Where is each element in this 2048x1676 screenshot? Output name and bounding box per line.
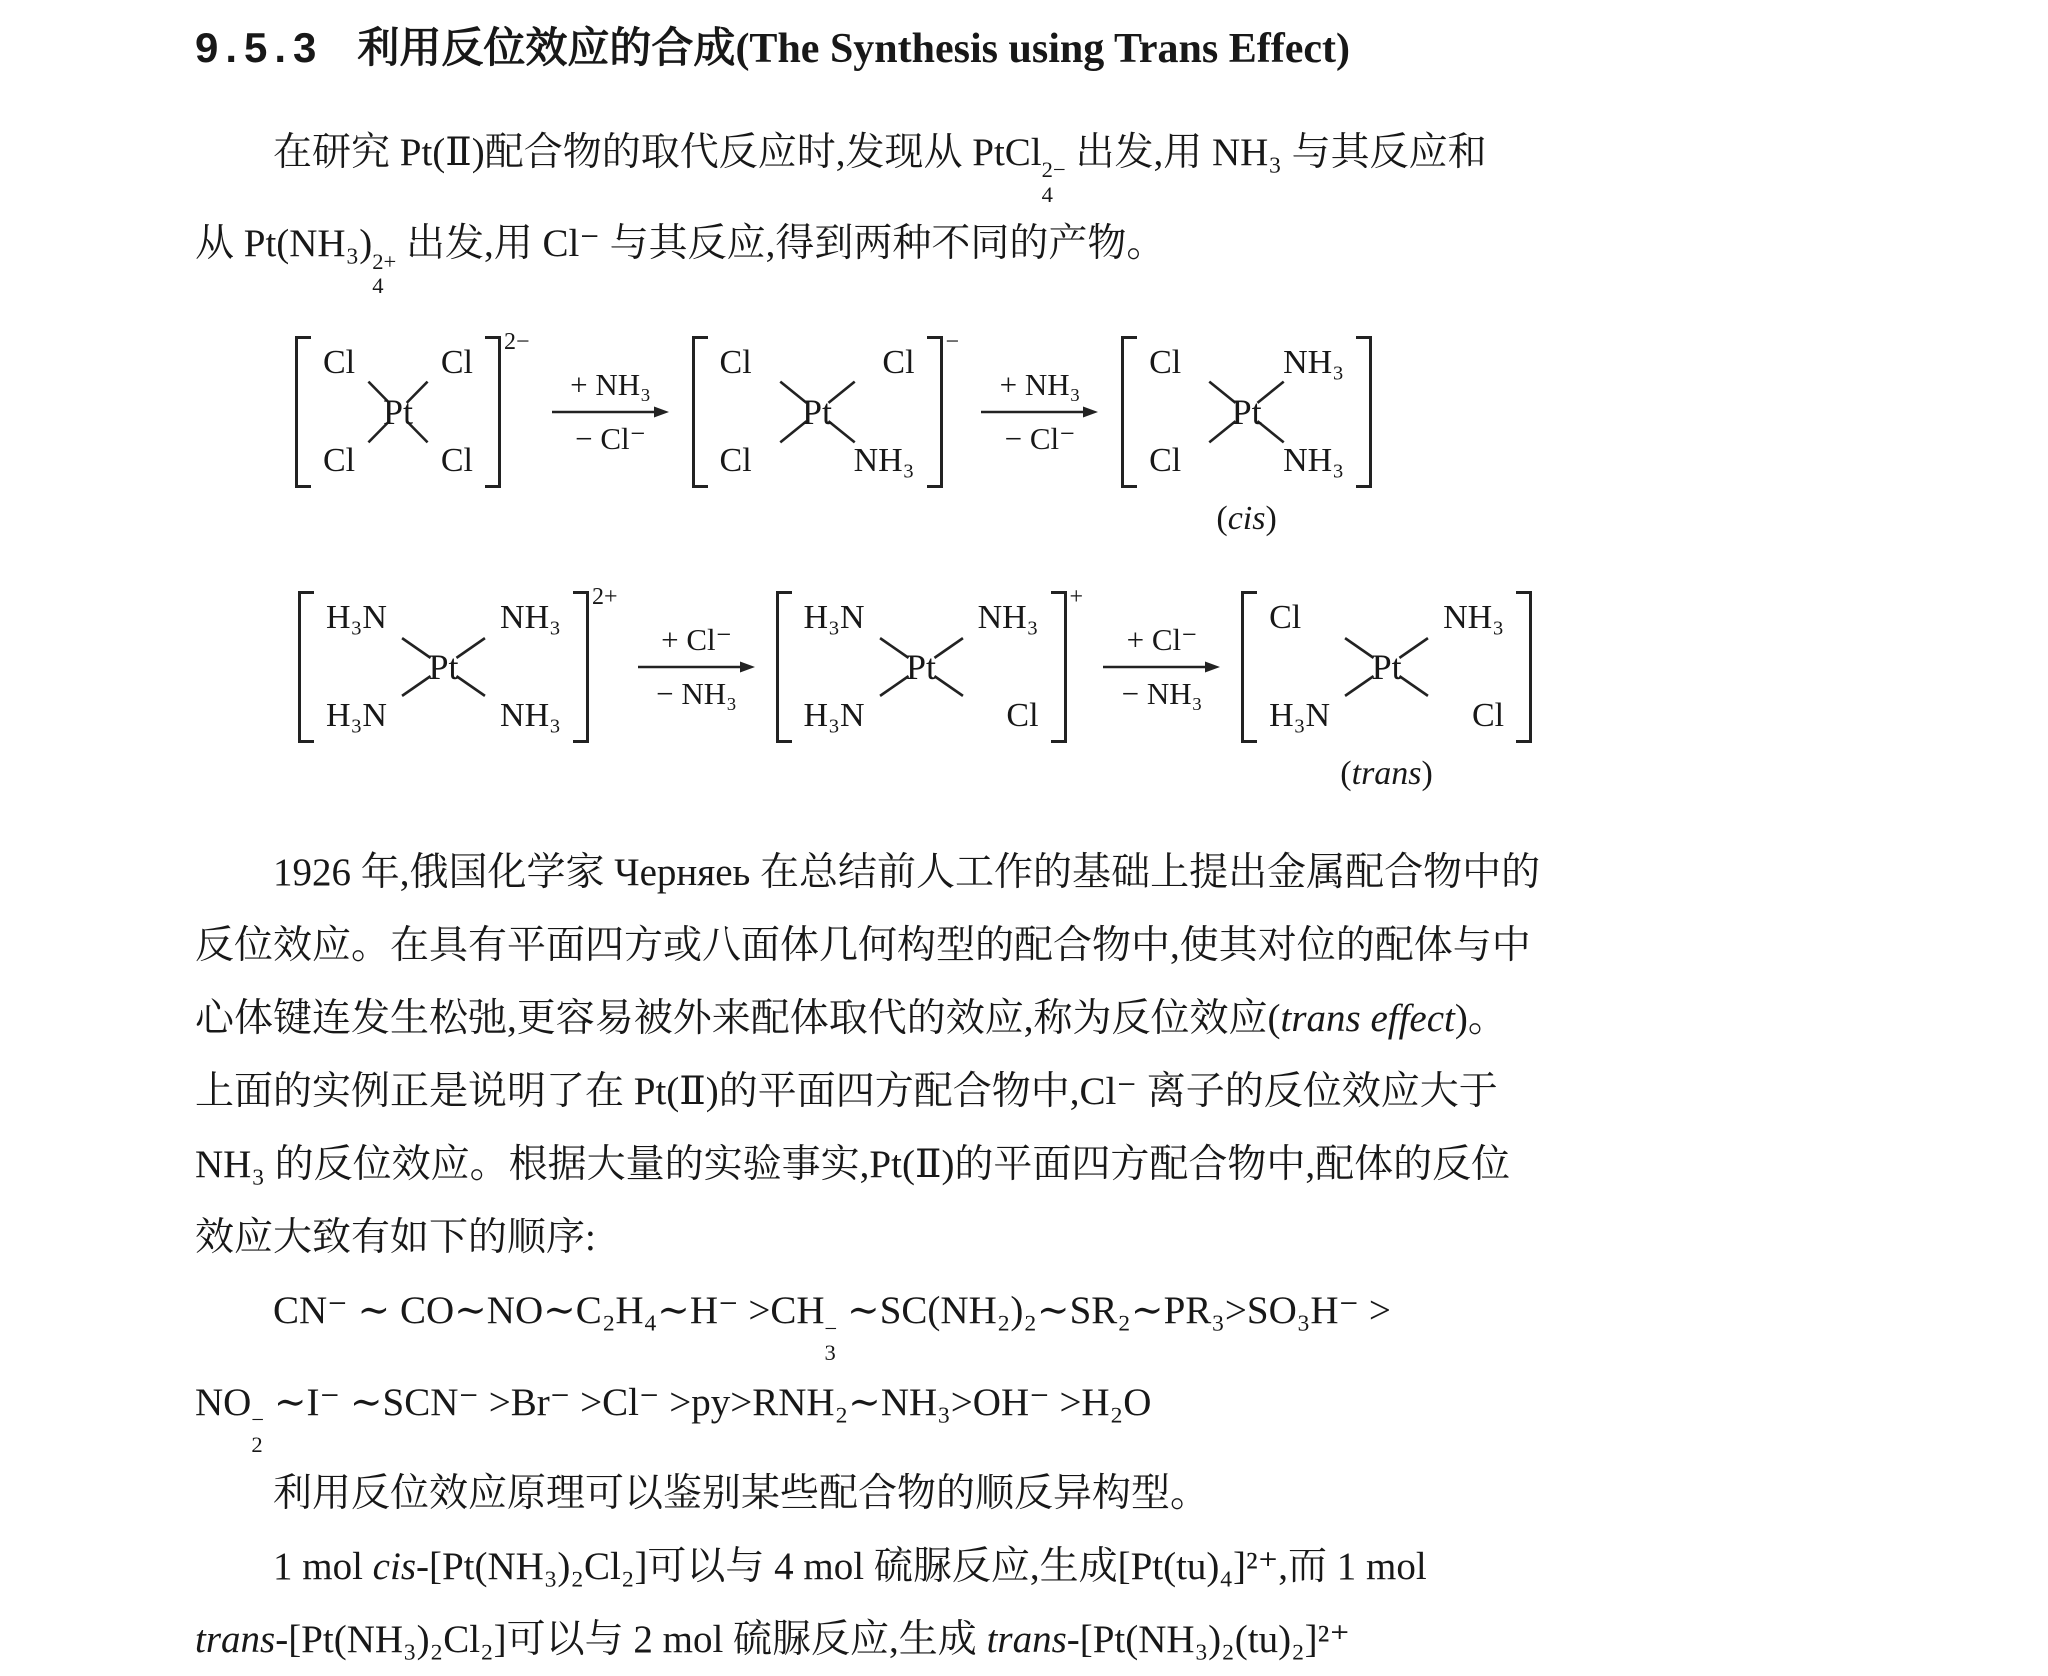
subscript: 4 <box>372 273 384 298</box>
section-title-zh: 利用反位效应的合成 <box>357 24 736 71</box>
complex-wrapper <box>1241 591 1532 793</box>
intro-paragraph <box>195 116 2008 299</box>
complex-body <box>1137 336 1356 488</box>
ligand-top-left: Cl <box>1149 344 1182 382</box>
formula-segment: ∼I⁻ ∼SCN⁻ >Br⁻ >Cl⁻ >py>RNH₂∼NH₃>OH⁻ >H₂O <box>264 1380 1152 1424</box>
paren-open: ( <box>1216 500 1228 538</box>
ligand-top-right: Cl <box>882 344 915 382</box>
complex-wrapper <box>692 329 960 488</box>
text-line: 1926 年,俄国化学家 Черняеь 在总结前人工作的基础上提出金属配合物中的 <box>273 851 1541 895</box>
complex-body <box>311 336 485 488</box>
reaction-arrow <box>638 621 756 715</box>
paren-open: ( <box>1340 755 1352 793</box>
ligand-top-right: Cl <box>440 344 473 382</box>
central-atom: Pt <box>382 392 414 433</box>
ligand-top-left: Cl <box>719 344 752 382</box>
italic-term: trans effect <box>1280 997 1455 1041</box>
italic-term: cis <box>372 1544 416 1588</box>
complex-body <box>708 336 927 488</box>
bracket-right <box>1051 591 1067 743</box>
reaction-scheme-2 <box>298 584 2008 793</box>
reaction-scheme-1 <box>295 329 2008 538</box>
text-line <box>195 982 2008 1055</box>
ligand-bottom-left: Cl <box>323 442 356 480</box>
text-segment: 1 mol <box>273 1544 373 1588</box>
arrow-label-top: + Cl⁻ <box>1126 621 1198 657</box>
bracket-right <box>1516 591 1532 743</box>
charge-superscript: + <box>1069 584 1084 611</box>
pt-complex <box>692 329 960 488</box>
ligand-bottom-right: Cl <box>1471 697 1505 735</box>
ligand-bottom-left: H₃N <box>1269 697 1331 735</box>
ligand-top-left: H₃N <box>803 599 865 637</box>
paren-close: ) <box>1265 500 1277 538</box>
subscript: 3 <box>824 1340 836 1366</box>
isomer-word: trans <box>1351 755 1422 793</box>
section-title-en: (The Synthesis using Trans Effect) <box>735 26 1350 72</box>
complex-body <box>1257 591 1516 743</box>
superscript: − <box>251 1407 265 1433</box>
text-line <box>195 207 2008 298</box>
arrow-icon <box>981 405 1099 419</box>
text-line: 反位效应。在具有平面四方或八面体几何构型的配合物中,使其对位的配体与中 <box>195 924 1531 968</box>
complex-body <box>314 591 573 743</box>
ligand-top-right: NH₃ <box>1283 344 1345 382</box>
complex-wrapper <box>1121 336 1372 538</box>
arrow-icon <box>638 660 756 674</box>
ligand-bottom-left: Cl <box>1149 442 1182 480</box>
isomer-word: cis <box>1227 500 1266 538</box>
pt-complex <box>776 584 1084 743</box>
text-segment: 心体键连发生松弛,更容易被外来配体取代的效应,称为反位效应( <box>195 997 1281 1041</box>
thiourea-paragraph <box>195 1530 2008 1676</box>
text-line <box>195 116 2008 207</box>
pt-complex <box>1121 336 1372 488</box>
complex-body <box>792 591 1051 743</box>
ligand-top-left: Cl <box>1269 599 1302 637</box>
text-line <box>195 1603 2008 1676</box>
arrow-icon <box>1103 660 1221 674</box>
arrow-label-bottom: − Cl⁻ <box>1004 421 1076 457</box>
superscript: 2+ <box>372 248 397 274</box>
superscript: − <box>824 1315 838 1341</box>
text-segment: 在研究 Pt(Ⅱ)配合物的取代反应时,发现从 PtCl <box>273 130 1042 174</box>
pt-complex <box>1241 591 1532 743</box>
trans-effect-series <box>195 1274 2008 1457</box>
subscript: 2 <box>251 1431 263 1457</box>
ligand-bottom-right: NH₃ <box>1283 442 1345 480</box>
italic-term: trans <box>986 1617 1067 1661</box>
section-number: 9.5.3 <box>195 24 324 71</box>
text-line: 效应大致有如下的顺序: <box>195 1216 596 1260</box>
arrow-label-bottom: − Cl⁻ <box>575 421 646 457</box>
bracket-left <box>776 591 792 743</box>
charge-superscript: 2− <box>504 329 530 356</box>
ligand-top-right: NH₃ <box>500 599 561 637</box>
text-line: 利用反位效应原理可以鉴别某些配合物的顺反异构型。 <box>273 1471 1210 1515</box>
reaction-arrow <box>981 366 1099 460</box>
formula-segment: CN⁻ ∼ CO∼NO∼C₂H₄∼H⁻ >CH <box>273 1289 825 1333</box>
arrow-label-bottom: − NH₃ <box>1121 676 1203 712</box>
ligand-bottom-right: NH₃ <box>500 697 561 735</box>
ligand-top-right: NH₃ <box>977 599 1039 637</box>
text-line: 上面的实例正是说明了在 Pt(Ⅱ)的平面四方配合物中,Cl⁻ 离子的反位效应大于 <box>195 1070 1498 1114</box>
application-paragraph <box>195 1457 2008 1530</box>
text-segment: )。 <box>1454 997 1507 1041</box>
bracket-left <box>295 336 311 488</box>
ligand-top-right: NH₃ <box>1443 599 1505 637</box>
text-segment: -[Pt(NH₃)₂(tu)₂]²⁺ <box>1066 1617 1350 1661</box>
bracket-right <box>1356 336 1372 488</box>
ligand-bottom-right: Cl <box>1006 697 1039 735</box>
arrow-label-bottom: − NH₃ <box>656 676 737 712</box>
central-atom: Pt <box>428 647 459 688</box>
complex-wrapper <box>298 584 618 743</box>
text-segment: 出发,用 Cl⁻ 与其反应,得到两种不同的产物。 <box>396 222 1166 266</box>
paren-close: ) <box>1421 755 1433 793</box>
ligand-top-left: H₃N <box>326 599 387 637</box>
trans-effect-paragraph <box>195 836 2008 1274</box>
bracket-left <box>692 336 708 488</box>
complex-wrapper <box>295 329 530 488</box>
subscript: 4 <box>1041 181 1053 207</box>
superscript: 2− <box>1041 157 1066 183</box>
text-segment: -[Pt(NH₃)₂Cl₂]可以与 2 mol 硫脲反应,生成 <box>275 1617 987 1661</box>
central-atom: Pt <box>1231 392 1262 433</box>
isomer-label-cis <box>1216 500 1276 538</box>
ligand-bottom-right: NH₃ <box>853 442 915 480</box>
ligand-bottom-left: Cl <box>719 442 752 480</box>
arrow-label-top: + NH₃ <box>570 366 651 402</box>
charge-superscript: 2+ <box>592 584 618 611</box>
arrow-label-top: + NH₃ <box>999 366 1081 402</box>
arrow-label-top: + Cl⁻ <box>661 621 732 657</box>
ligand-bottom-right: Cl <box>440 442 473 480</box>
pt-complex <box>295 329 530 488</box>
bracket-right <box>927 336 943 488</box>
formula-segment: ∼SC(NH₂)₂∼SR₂∼PR₃>SO₃H⁻ > <box>837 1289 1391 1333</box>
ligand-bottom-left: H₃N <box>326 697 387 735</box>
formula-segment: NO <box>195 1380 252 1424</box>
stacked-script <box>372 250 396 299</box>
central-atom: Pt <box>1371 647 1402 688</box>
stacked-script <box>251 1408 264 1457</box>
reaction-arrow <box>1103 621 1221 715</box>
bracket-left <box>1241 591 1257 743</box>
pt-complex <box>298 584 618 743</box>
central-atom: Pt <box>906 647 937 688</box>
reaction-arrow <box>552 366 670 460</box>
text-segment: 出发,用 NH₃ 与其反应和 <box>1065 130 1487 174</box>
text-line <box>195 1530 2008 1603</box>
bracket-right <box>573 591 589 743</box>
section-heading <box>195 16 2008 81</box>
bracket-left <box>298 591 314 743</box>
isomer-label-trans <box>1340 755 1433 793</box>
text-segment: 从 Pt(NH₃) <box>195 222 373 266</box>
bracket-right <box>485 336 501 488</box>
charge-superscript: − <box>945 329 960 356</box>
text-segment: -[Pt(NH₃)₂Cl₂]可以与 4 mol 硫脲反应,生成[Pt(tu)₄]²⁺,而 1 mol <box>416 1544 1427 1588</box>
text-line: NH₃ 的反位效应。根据大量的实验事实,Pt(Ⅱ)的平面四方配合物中,配体的反位 <box>195 1143 1511 1187</box>
ligand-bottom-left: H₃N <box>803 697 865 735</box>
series-line <box>195 1366 2008 1457</box>
stacked-script <box>825 1317 838 1366</box>
series-line <box>195 1274 2008 1365</box>
stacked-script <box>1042 158 1066 207</box>
italic-term: trans <box>195 1617 276 1661</box>
arrow-icon <box>552 405 670 419</box>
bracket-left <box>1121 336 1137 488</box>
central-atom: Pt <box>802 392 833 433</box>
ligand-top-left: Cl <box>323 344 356 382</box>
complex-wrapper <box>776 584 1084 743</box>
